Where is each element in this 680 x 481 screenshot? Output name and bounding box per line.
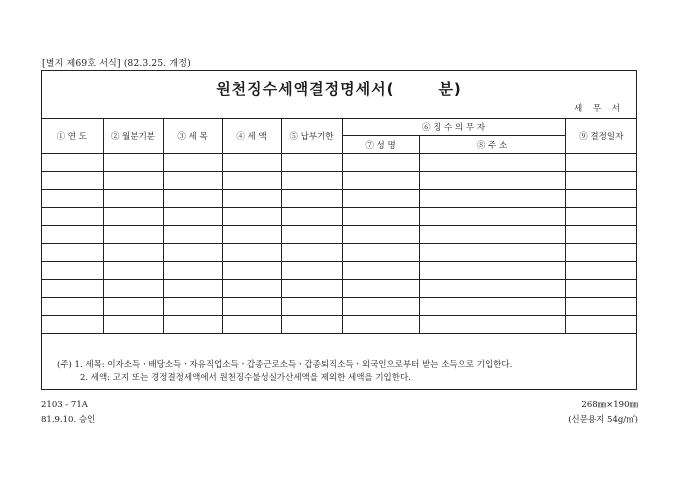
- table-cell[interactable]: [41, 226, 103, 244]
- table-cell[interactable]: [565, 172, 637, 190]
- table-cell[interactable]: [103, 226, 163, 244]
- table-cell[interactable]: [281, 208, 342, 226]
- col-period: ② 월분기분: [103, 119, 163, 154]
- table-cell[interactable]: [222, 280, 281, 298]
- table-cell[interactable]: [281, 262, 342, 280]
- table-cell[interactable]: [41, 298, 103, 316]
- col-obligor-name: ⑦ 성 명: [342, 136, 419, 154]
- note-tax-amount: 2. 세액: 고지 또는 경정결정세액에서 원천징수불성실가산세액을 제외한 세액을 기입한다.: [80, 373, 411, 383]
- table-cell[interactable]: [103, 154, 163, 172]
- table-cell[interactable]: [565, 244, 637, 262]
- table-cell[interactable]: [163, 262, 222, 280]
- table-cell[interactable]: [342, 280, 419, 298]
- table-cell[interactable]: [419, 316, 565, 334]
- table-cell[interactable]: [103, 316, 163, 334]
- table-cell[interactable]: [342, 226, 419, 244]
- table-cell[interactable]: [419, 208, 565, 226]
- table-cell[interactable]: [222, 208, 281, 226]
- table-cell[interactable]: [342, 172, 419, 190]
- table-cell[interactable]: [419, 154, 565, 172]
- table-cell[interactable]: [222, 226, 281, 244]
- table-cell[interactable]: [419, 172, 565, 190]
- table-cell[interactable]: [103, 190, 163, 208]
- table-cell[interactable]: [281, 316, 342, 334]
- table-cell[interactable]: [565, 316, 637, 334]
- table-cell[interactable]: [342, 262, 419, 280]
- table-row: [41, 154, 637, 172]
- table-cell[interactable]: [565, 262, 637, 280]
- table-cell[interactable]: [281, 172, 342, 190]
- table-cell[interactable]: [342, 244, 419, 262]
- footer-right: [568, 398, 638, 428]
- table-cell[interactable]: [565, 190, 637, 208]
- table-cell[interactable]: [103, 298, 163, 316]
- table-cell[interactable]: [281, 226, 342, 244]
- table-row: [41, 262, 637, 280]
- table-cell[interactable]: [342, 298, 419, 316]
- tax-office-label: 세 무 서: [573, 104, 624, 114]
- table-cell[interactable]: [41, 208, 103, 226]
- form-frame: [41, 70, 637, 390]
- table-cell[interactable]: [41, 316, 103, 334]
- form-number-note: [별지 제69호 서식] (82.3.25. 개정): [42, 59, 191, 69]
- col-tax-amount: ④ 세 액: [222, 119, 281, 154]
- table-cell[interactable]: [419, 262, 565, 280]
- table-cell[interactable]: [565, 208, 637, 226]
- paper-size: 268㎜×190㎜: [581, 400, 638, 410]
- table-cell[interactable]: [103, 244, 163, 262]
- table-cell[interactable]: [163, 154, 222, 172]
- table-cell[interactable]: [41, 244, 103, 262]
- table-cell[interactable]: [281, 190, 342, 208]
- table-cell[interactable]: [281, 244, 342, 262]
- table-cell[interactable]: [41, 262, 103, 280]
- table-cell[interactable]: [419, 226, 565, 244]
- table-cell[interactable]: [565, 280, 637, 298]
- table-cell[interactable]: [222, 262, 281, 280]
- table-cell[interactable]: [565, 226, 637, 244]
- col-withholding-obligor: ⑥ 징 수 의 무 자: [342, 119, 565, 136]
- col-tax-item: ③ 세 목: [163, 119, 222, 154]
- table-cell[interactable]: [565, 154, 637, 172]
- table-cell[interactable]: [419, 298, 565, 316]
- notes-section: [42, 359, 636, 385]
- table-cell[interactable]: [163, 244, 222, 262]
- table-cell[interactable]: [41, 280, 103, 298]
- table-cell[interactable]: [222, 190, 281, 208]
- table-cell[interactable]: [163, 208, 222, 226]
- table-row: [41, 226, 637, 244]
- table-cell[interactable]: [342, 316, 419, 334]
- table-cell[interactable]: [222, 172, 281, 190]
- col-payment-deadline: ⑤ 납부기한: [281, 119, 342, 154]
- table-cell[interactable]: [281, 280, 342, 298]
- paper-type: (신문용지 54g/㎡): [568, 415, 638, 425]
- table-cell[interactable]: [419, 190, 565, 208]
- table-cell[interactable]: [419, 244, 565, 262]
- table-row: [41, 316, 637, 334]
- table-cell[interactable]: [41, 190, 103, 208]
- note-tax-item: (주) 1. 세목: 이자소득ㆍ배당소득ㆍ자유직업소득ㆍ갑종근로소득ㆍ갑종퇴직소득ㆍ외국인으로부터 받는 소득으로 기입한다.: [57, 360, 513, 370]
- table-cell[interactable]: [163, 298, 222, 316]
- table-cell[interactable]: [222, 244, 281, 262]
- table-cell[interactable]: [222, 154, 281, 172]
- col-obligor-address: ⑧ 주 소: [419, 136, 565, 154]
- table-cell[interactable]: [163, 316, 222, 334]
- table-cell[interactable]: [342, 208, 419, 226]
- decision-table: [41, 118, 637, 334]
- table-cell[interactable]: [419, 280, 565, 298]
- table-cell[interactable]: [342, 154, 419, 172]
- table-cell[interactable]: [222, 298, 281, 316]
- table-cell[interactable]: [163, 172, 222, 190]
- table-row: [41, 244, 637, 262]
- table-cell[interactable]: [163, 190, 222, 208]
- table-row: [41, 280, 637, 298]
- table-cell[interactable]: [342, 190, 419, 208]
- table-cell[interactable]: [222, 316, 281, 334]
- table-cell[interactable]: [565, 298, 637, 316]
- table-row: [41, 172, 637, 190]
- form-code: 2103 - 71A: [41, 400, 88, 410]
- table-cell[interactable]: [163, 280, 222, 298]
- col-year: ① 연 도: [41, 119, 103, 154]
- col-decision-date: ⑨ 결정일자: [565, 119, 637, 154]
- table-cell[interactable]: [281, 298, 342, 316]
- table-cell[interactable]: [281, 154, 342, 172]
- table-cell[interactable]: [163, 226, 222, 244]
- approval-date: 81.9.10. 승인: [41, 415, 96, 425]
- form-title: 원천징수세액결정명세서( 분): [216, 80, 462, 98]
- table-cell[interactable]: [41, 172, 103, 190]
- table-row: [41, 208, 637, 226]
- table-cell[interactable]: [103, 280, 163, 298]
- footer-left: [41, 398, 95, 428]
- table-row: [41, 190, 637, 208]
- table-body: [41, 154, 637, 334]
- table-cell[interactable]: [103, 172, 163, 190]
- table-cell[interactable]: [41, 154, 103, 172]
- table-cell[interactable]: [103, 208, 163, 226]
- table-cell[interactable]: [103, 262, 163, 280]
- table-row: [41, 298, 637, 316]
